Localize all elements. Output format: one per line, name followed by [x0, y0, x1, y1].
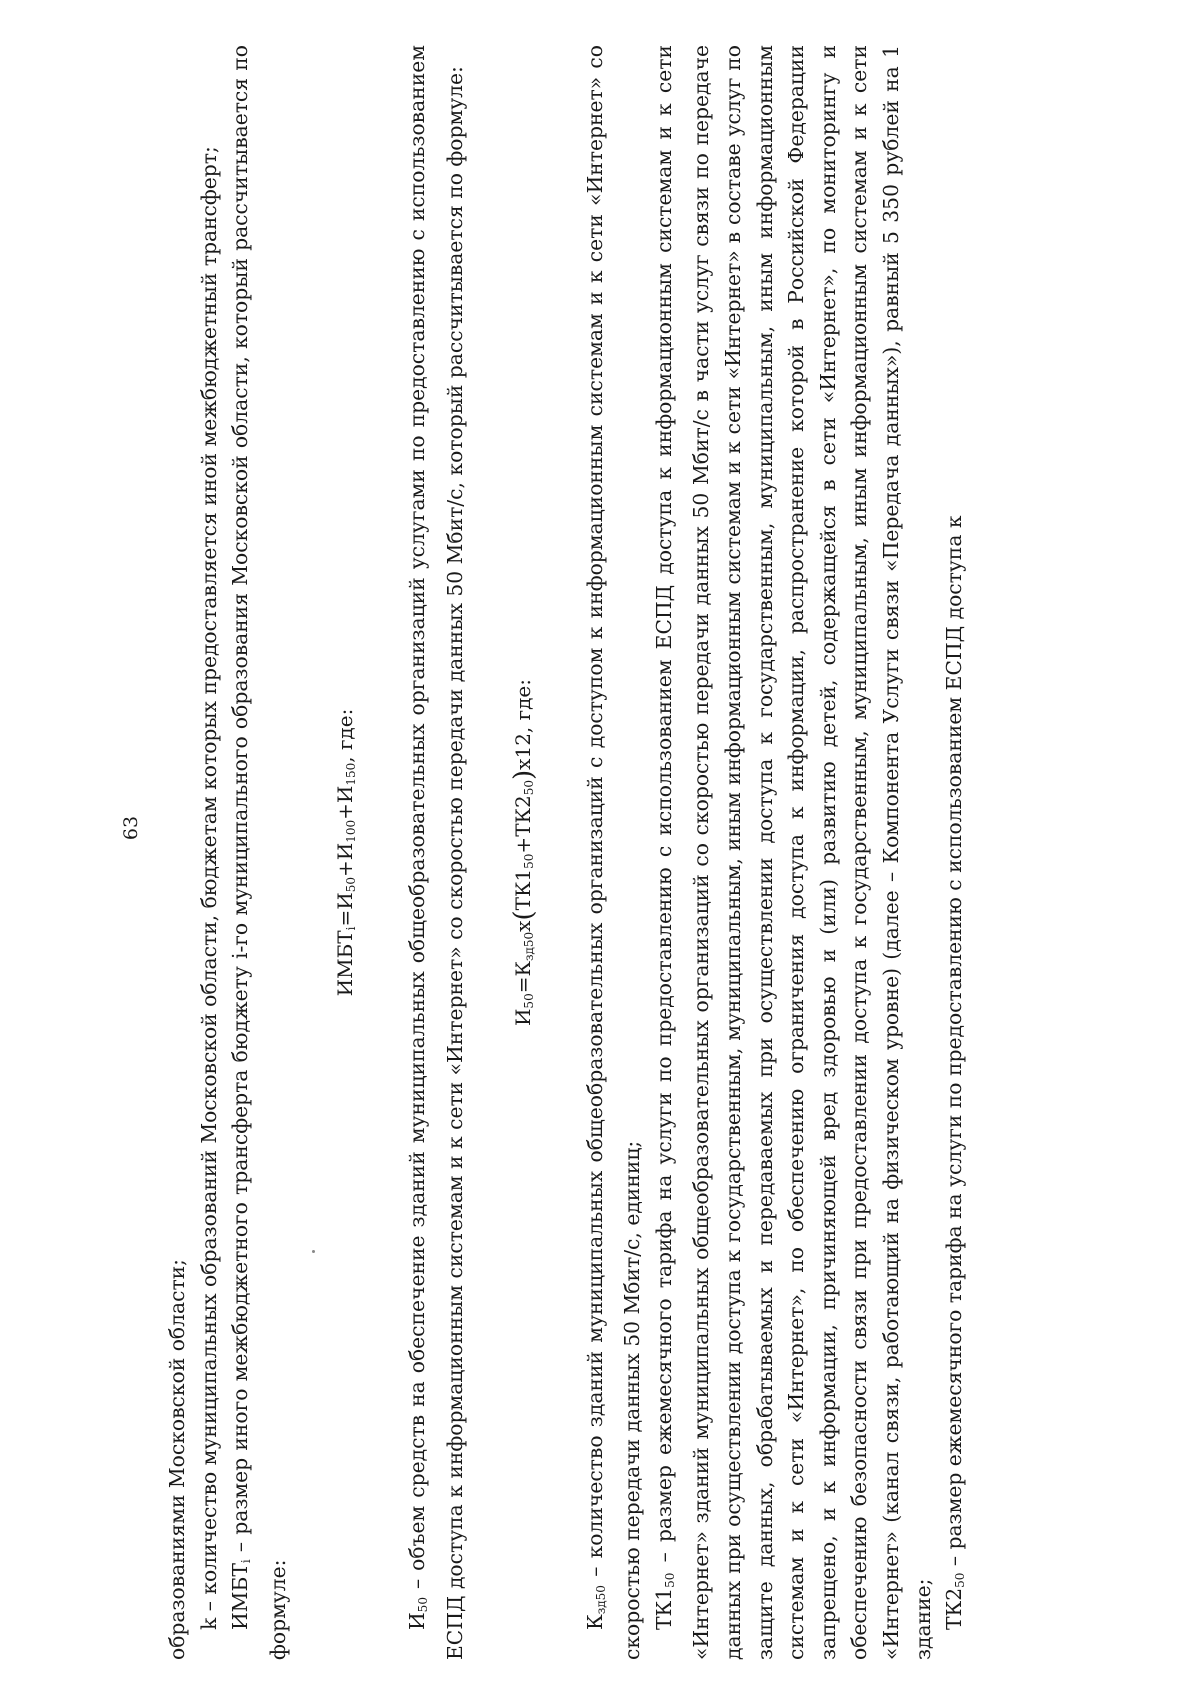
tk2-definition-text: – размер ежемесячного тарифа на услуги по предоставлению с использованием ЕСПД доступа к [942, 515, 967, 1573]
kzd50-definition-text: – количество зданий муниципальных общеобразовательных организаций с доступом к информационным системам и к сети «Интернет» со скоростью передачи данных 50 Мбит/с, единиц; [582, 45, 645, 1660]
formula-i50-tk1-sub: 50 [521, 853, 536, 869]
formula-i50-tk1: ТК1 [510, 868, 535, 911]
formula-imbt-lhs: ИМБТ [333, 930, 358, 997]
document-text-block [162, 45, 1012, 1660]
formula-i50-eq: = [510, 976, 535, 994]
paragraph-tk2-definition [939, 45, 977, 1660]
formula-imbt-term2: И [333, 842, 358, 861]
formula-i50-tk2-sub: 50 [521, 779, 536, 796]
tk2-symbol: ТК2 [942, 1587, 967, 1630]
imbt-symbol: ИМБТ [228, 1563, 253, 1630]
paragraph-continuation: образованиями Московской области; [165, 1258, 189, 1660]
formula-i50-times2: x [510, 758, 535, 770]
formula-i50-tk2: ТК2 [510, 795, 535, 837]
formula-i50-tail: , где: [510, 678, 535, 734]
paragraph-k-definition: k – количество муниципальных образований Московской области, бюджетам которых предоставляется иной межбюджетный трансферт; [196, 146, 221, 1630]
formula-imbt-eq: = [333, 909, 358, 927]
formula-imbt-term3-sub: 150 [344, 762, 359, 786]
formula-i50-plus: + [510, 836, 535, 854]
i50-symbol: И [405, 1612, 430, 1630]
tk1-subscript: 50 [662, 1572, 677, 1588]
paragraph-i50-definition [402, 45, 471, 1660]
i50-subscript: 50 [416, 1597, 431, 1613]
formula-imbt-tail: , где: [333, 708, 358, 763]
formula-imbt-plus1: + [333, 860, 358, 878]
formula-imbt [325, 45, 371, 1660]
tk1-symbol: ТК1 [651, 1587, 676, 1630]
formula-i50-lhs-sub: 50 [521, 993, 536, 1009]
formula-imbt-term1: И [333, 892, 358, 910]
imbt-subscript: i [239, 1559, 254, 1564]
formula-i50-k: К [510, 961, 535, 977]
formula-i50-k-sub: зд50 [521, 931, 536, 962]
tk2-subscript: 50 [953, 1572, 968, 1588]
kzd50-symbol: К [582, 1614, 607, 1630]
tk1-definition-text: – размер ежемесячного тарифа на услуги по предоставлению с использованием ЕСПД доступа к информационным системам и к сети «Интернет» зданий муниципальных общеобразовательных организаций со скоростью передачи данных 50 Мбит/с в части услуг связи по передаче данных при осуществлении доступа к государственным, муниципальным, иным информационным системам и к сети «Интернет» в составе услуг по защите данных, обрабатываемых и передаваемых при осуществлении доступа к государственным, муниципальным, иным информационным системам и к сети «Интернет», по обеспечению ограничения доступа к информации, распространение которой в Российской Федерации запрещено, и к информации, причиняющей вред здоровью и (или) развитию детей, содержащейся в сети «Интернет», по мониторингу и обеспечению безопасности связи при предоставлении доступа к государственным, муниципальным, иным информационным системам и к сети «Интернет» (канал связи, работающий на физическом уровне) (далее – Компонента Услуги связи «Передача данных»), равный 5 350 рублей на 1 здание; [651, 45, 935, 1660]
formula-imbt-term2-sub: 100 [344, 819, 359, 843]
formula-imbt-lhs-sub: i [344, 926, 359, 931]
formula-i50-months: 12 [510, 733, 535, 759]
formula-i50-right-paren: ) [508, 769, 539, 780]
formula-imbt-plus2: + [333, 803, 358, 820]
i50-definition-text: – объем средств на обеспечение зданий муниципальных общеобразовательных организаций услугами по предоставлению с использованием ЕСПД доступа к информационным системам и к сети «Интернет» со скоростью передачи данных 50 Мбит/с, который рассчитывается по формуле: [405, 45, 467, 1660]
formula-i50-left-paren: ( [508, 910, 539, 921]
paragraph-tk1-definition [649, 45, 939, 1660]
formula-i50-lhs: И [510, 1008, 535, 1027]
formula-imbt-term1-sub: 50 [344, 877, 359, 893]
imbt-definition-text: – размер иного межбюджетного трансферта бюджету i-го муниципального образования Московской области, который рассчитывается по формуле: [228, 45, 290, 1660]
kzd50-subscript: зд50 [593, 1585, 608, 1615]
paragraph-imbt-definition [225, 45, 294, 1660]
formula-i50-times1: x [510, 920, 535, 932]
paragraph-kzd50-definition [580, 45, 649, 1660]
page-number: 63 [120, 815, 142, 841]
formula-imbt-term3: И [333, 785, 358, 804]
formula-i50 [503, 45, 549, 1660]
